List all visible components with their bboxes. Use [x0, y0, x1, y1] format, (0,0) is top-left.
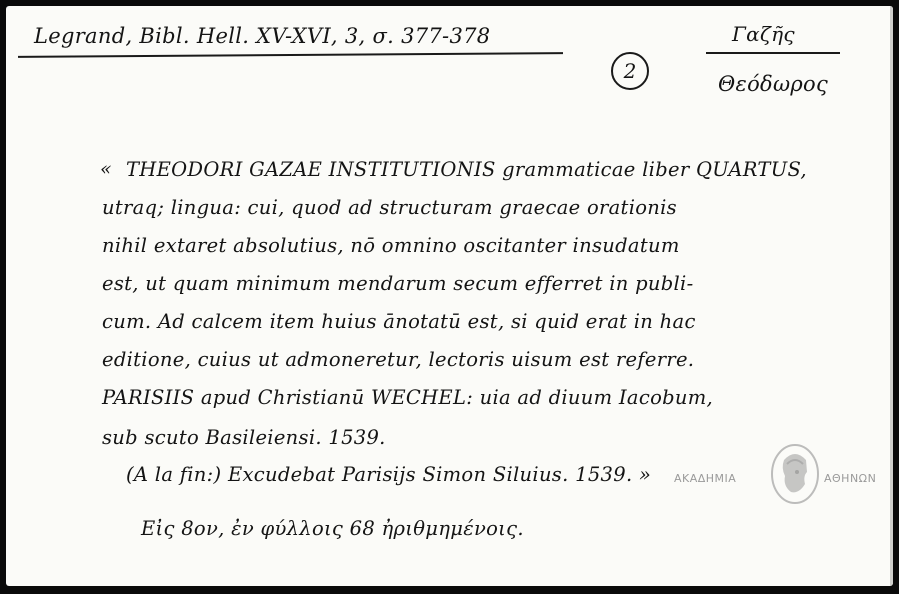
entry-line-8: sub scuto Basileiensi. 1539.	[102, 426, 386, 449]
reference-underline	[18, 52, 563, 58]
entry-line-3: nihil extaret absolutius, nō omnino oscitanter insudatum	[102, 234, 680, 257]
academy-seal-icon	[769, 442, 821, 506]
author-surname: Γαζῆς	[732, 22, 795, 46]
entry-line-2: utraq; lingua: cui, quod ad structuram graecae orationis	[102, 196, 677, 219]
author-divider	[706, 52, 840, 54]
entry-line-5: cum. Ad calcem item huius ānotatū est, si quid erat in hac	[102, 310, 696, 333]
entry-line-7: PARISIIS apud Christianū WECHEL: uia ad diuum Iacobum,	[102, 386, 714, 409]
card-edge	[890, 6, 893, 586]
card-number: 2	[611, 52, 649, 90]
stamp-text-left: ΑΚΑΔΗΜΙΑ	[674, 472, 737, 485]
entry-line-4: est, ut quam minimum mendarum secum efferret in publi-	[102, 272, 694, 295]
entry-line-1: THEODORI GAZAE INSTITUTIONIS grammaticae liber QUARTUS,	[126, 158, 807, 181]
catalog-card	[6, 6, 893, 586]
bibliographic-reference: Legrand, Bibl. Hell. XV-XVI, 3, σ. 377-378	[34, 24, 491, 48]
entry-line-6: editione, cuius ut admoneretur, lectoris uisum est referre.	[102, 348, 695, 371]
author-first-name: Θεόδωρος	[718, 72, 829, 96]
format-note: Εἰς 8ον, ἐν φύλλοις 68 ἠριθμημένοις.	[141, 517, 524, 540]
stamp-text-right: ΑΘΗΝΩΝ	[824, 472, 877, 485]
opening-quote: «	[100, 158, 112, 180]
colophon-line: (A la fin:) Excudebat Parisijs Simon Siluius. 1539. »	[126, 463, 652, 486]
